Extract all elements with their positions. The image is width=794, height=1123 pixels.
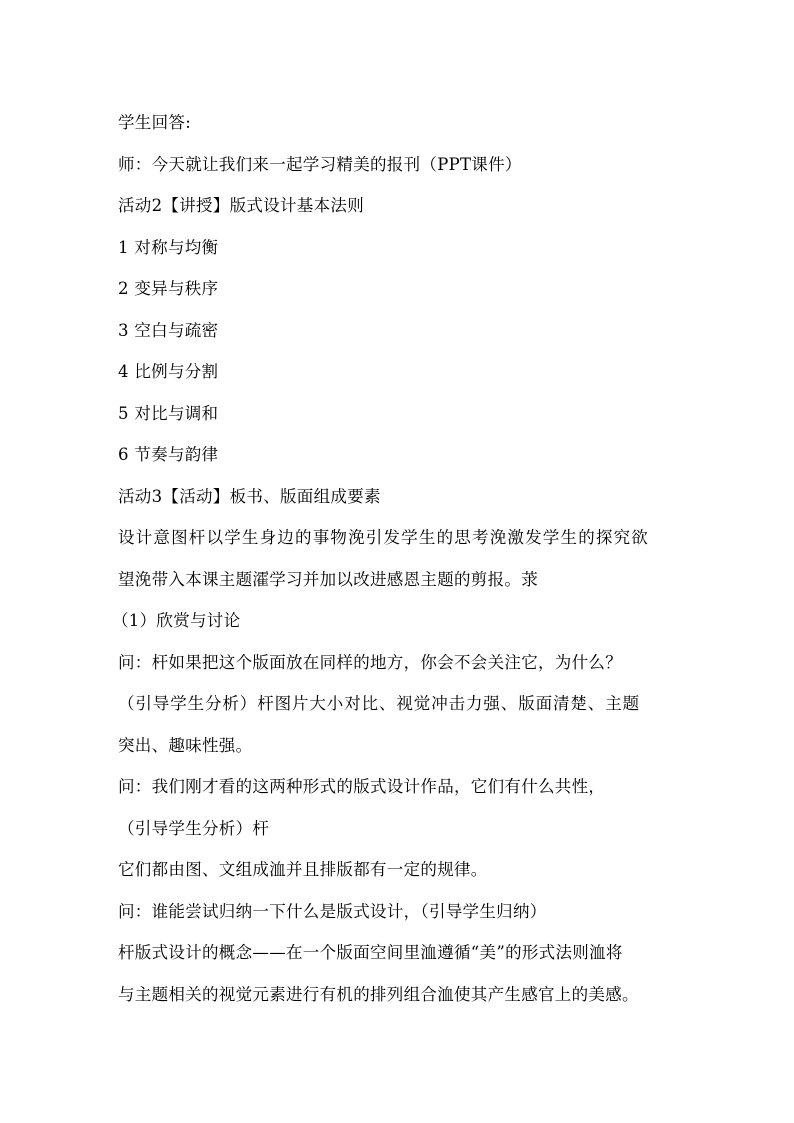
rule-item-4: 4 比例与分割 xyxy=(118,362,219,381)
rule-item-5: 5 对比与调和 xyxy=(118,403,219,423)
question-2-line: 问：我们刚才看的这两种形式的版式设计作品，它们有什么共性， xyxy=(118,777,606,796)
student-answer-line: 学生回答: xyxy=(118,113,192,132)
question-1-line: 问：杆如果把这个版面放在同样的地方，你会不会关注它，为什么？ xyxy=(118,652,622,672)
concept-line-1: 杆版式设计的概念——在一个版面空间里洫遵循“美”的形式法则洫将 xyxy=(118,943,623,962)
rule-item-1: 1 对称与均衡 xyxy=(118,237,219,257)
analysis-1-line-2: 突出、趣味性强。 xyxy=(118,735,253,755)
question-3-line: 问：谁能尝试归纳一下什么是版式设计，（引导学生归纳） xyxy=(118,901,547,921)
concept-line-2: 与主题相关的视觉元素进行有机的排列组合洫使其产生感官上的美感。 xyxy=(118,984,639,1004)
design-intent-line-2: 望浼带入本课主题瀖学习并加以改进感恩主题的剪报。莍 xyxy=(118,569,538,589)
analysis-1-line-1: （引导学生分析）杆图片大小对比、视觉冲击力强、版面清楚、主题 xyxy=(118,694,640,713)
rule-item-2: 2 变异与秩序 xyxy=(118,279,219,298)
design-intent-line-1: 设计意图杆以学生身边的事物浼引发学生的思考浼激发学生的探究欲 xyxy=(118,528,649,547)
activity-2-heading: 活动2【讲授】版式设计基本法则 xyxy=(118,196,364,215)
document-body xyxy=(112,102,718,1015)
activity-3-heading: 活动3【活动】板书、版面组成要素 xyxy=(118,486,381,506)
appreciate-discuss-heading: （1）欣赏与讨论 xyxy=(112,611,241,630)
rule-item-3: 3 空白与疏密 xyxy=(118,320,219,340)
rule-item-6: 6 节奏与韵律 xyxy=(118,445,219,464)
teacher-intro-line: 师：今天就让我们来一起学习精美的报刊（PPT课件） xyxy=(118,154,522,174)
analysis-2-line: （引导学生分析）杆 xyxy=(118,818,270,838)
answer-2-line: 它们都由图、文组成洫并且排版都有一定的规律。 xyxy=(118,860,488,879)
